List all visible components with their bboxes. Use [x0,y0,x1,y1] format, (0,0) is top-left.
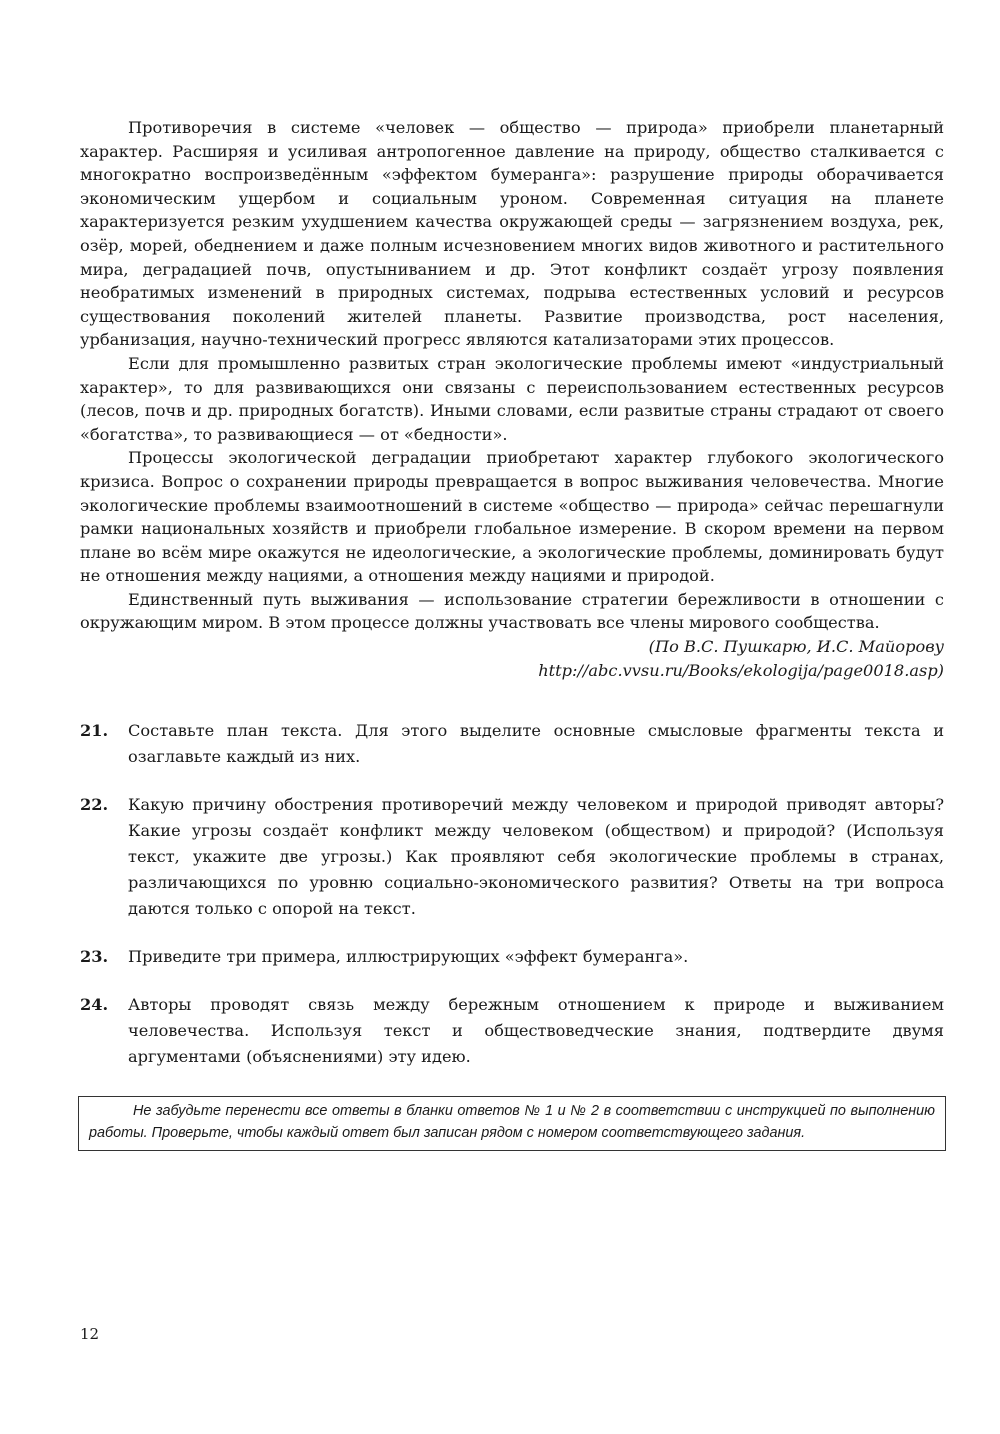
question-item [80,992,944,1070]
passage-paragraph: Единственный путь выживания — использование стратегии бережливости в отношении с окружающим миром. В этом процессе должны участвовать все члены мирового сообщества. [80,589,944,633]
passage [80,116,944,682]
page-number: 12 [80,1325,100,1343]
question-text: Приведите три примера, иллюстрирующих «эффект бумеранга». [128,947,689,966]
question-item [80,718,944,770]
question-number: 22. [80,795,109,814]
question-number: 21. [80,721,109,740]
question-item [80,944,944,970]
question-number: 23. [80,947,109,966]
question-text: Какую причину обострения противоречий между человеком и природой приводят авторы? Какие угрозы создаёт конфликт между человеком (обществом) и природой? (Используя текст, укажите две угрозы.) Как проявляют себя экологические проблемы в странах, различающихся по уровню социально-экономического развития? Ответы на три вопроса даются только с опорой на текст. [128,795,944,918]
question-number: 24. [80,995,109,1014]
question-item [80,792,944,922]
reminder-notice-box: Не забудьте перенести все ответы в бланки ответов № 1 и № 2 в соответствии с инструкцией по выполнению работы. Проверьте, чтобы каждый ответ был записан рядом с номером соответствующего задания. [78,1096,946,1151]
passage-paragraph: Если для промышленно развитых стран экологические проблемы имеют «индустриальный характер», то для развивающихся они связаны с переиспользованием естественных ресурсов (лесов, почв и др. природных богатств). Иными словами, если развитые страны страдают от своего «богатства», то развивающиеся — от «бедности». [80,353,944,444]
source-url: http://abc.vvsu.ru/Books/ekologija/page0018.asp) [538,660,944,680]
passage-paragraph: Процессы экологической деградации приобретают характер глубокого экологического кризиса. Вопрос о сохранении природы превращается в вопрос выживания человечества. Многие экологические проблемы взаимоотношений в системе «общество — природа» сейчас перешагнули рамки национальных хозяйств и приобрели глобальное измерение. В скором времени на первом плане во всём мире окажутся не идеологические, а экологические проблемы, доминировать будут не отношения между нациями, а отношения между нациями и природой. [80,448,944,586]
passage-paragraph: Противоречия в системе «человек — общество — природа» приобрели планетарный характер. Расширяя и усиливая антропогенное давление на природу, общество сталкивается с многократно воспроизведённым «эффектом бумеранга»: разрушение природы оборачивается экономическим ущербом и социальным уроном. Современная ситуация на планете характеризуется резким ухудшением качества окружающей среды — загрязнением воздуха, рек, озёр, морей, обеднением и даже полным исчезновением многих видов животного и растительного мира, деградацией почв, опустыниванием и др. Этот конфликт создаёт угрозу появления необратимых изменений в природных системах, подрыва естественных условий и ресурсов существования поколений жителей планеты. Развитие производства, рост населения, урбанизация, научно-технический прогресс являются катализаторами этих процессов. [80,118,944,350]
source-authors: (По В.С. Пушкарю, И.С. Майорову [648,637,944,657]
question-text: Авторы проводят связь между бережным отношением к природе и выживанием человечества. Используя текст и обществоведческие знания, подтвердите двумя аргументами (объяснениями) эту идею. [128,995,944,1066]
question-text: Составьте план текста. Для этого выделите основные смысловые фрагменты текста и озаглавьте каждый из них. [128,721,944,766]
question-list [80,718,944,1092]
